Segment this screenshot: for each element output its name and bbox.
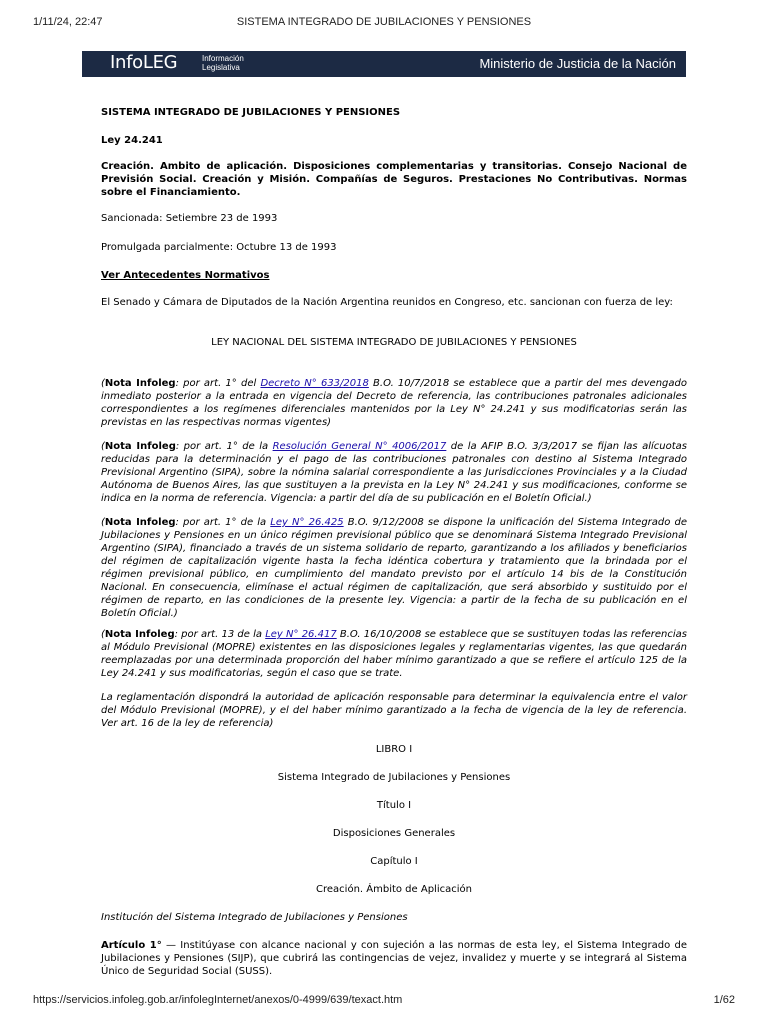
print-title: SISTEMA INTEGRADO DE JUBILACIONES Y PENSIONES [236, 16, 532, 28]
print-datetime: 1/11/24, 22:47 [33, 16, 103, 28]
libro-title: Sistema Integrado de Jubilaciones y Pensiones [277, 772, 511, 783]
infoleg-note: (Nota Infoleg: por art. 1° de la Ley N° 26.425 B.O. 9/12/2008 se dispone la unificación del Sistema Integrado de Jubilaciones y Pensiones en un único régimen previsional público que se denominará Sistema Integrado Previsional Argentino (SIPA), financiado a través de un sistema solidario de reparto, garantizando a los afiliados y beneficiarios del régimen de capitalización vigente hasta la fecha idéntica cobertura y tratamiento que la brindada por el régimen previsional público, en cumplimiento del mandato previsto por el artículo 14 bis de la Constitución Nacional. En consecuencia, elimínase el actual régimen de capitalización, que será absorbido y sustituido por el régimen de reparto, en las condiciones de la presente ley. Vigencia: a partir de la fecha de su publicación en el Boletín Oficial.) [101, 517, 687, 619]
titulo-name: Disposiciones Generales [332, 828, 456, 839]
infoleg-note: (Nota Infoleg: por art. 1° del Decreto N° 633/2018 B.O. 10/7/2018 se establece que a partir del mes devengado inmediato posterior a la entrada en vigencia del Decreto de referencia, las contribuciones patronales adicionales correspondientes a los regímenes diferenciales mantenidos por la Ley N° 24.241 y sus modificatorias serán las previstas en las respectivas normas vigentes) [101, 378, 687, 428]
note-label: Nota Infoleg [104, 629, 175, 640]
law-summary: Creación. Ambito de aplicación. Disposiciones complementarias y transitorias. Consejo Nacional de Previsión Social. Creación y Misión. Compañías de Seguros. Prestaciones No Contributivas. Normas sobre el Financiamiento. [101, 161, 687, 198]
libro-heading: LIBRO I [375, 744, 413, 755]
infoleg-note: (Nota Infoleg: por art. 13 de la Ley N° 26.417 B.O. 16/10/2008 se establece que se sustituyen todas las referencias al Módulo Previsional (MOPRE) existentes en las disposiciones legales y reglamentarias vigentes, las que quedarán reemplazadas por una determinada proporción del haber mínimo garantizado a que se refiere el artículo 125 de la Ley 24.241 y sus modificatorias, según el caso que se trate. [101, 629, 687, 679]
sanctioned-date: Sancionada: Setiembre 23 de 1993 [101, 213, 278, 224]
article-1: Artículo 1° — Institúyase con alcance nacional y con sujeción a las normas de esta ley, el Sistema Integrado de Jubilaciones y Pensiones (SIJP), que cubrirá las contingencias de vejez, invalidez y muerte y se integrará al Sistema Único de Seguridad Social (SUSS). [101, 940, 687, 977]
decreto-633-2018-link[interactable]: Decreto N° 633/2018 [260, 378, 369, 389]
preamble: El Senado y Cámara de Diputados de la Nación Argentina reunidos en Congreso, etc. sancionan con fuerza de ley: [101, 297, 673, 308]
note-label: Nota Infoleg [104, 441, 176, 452]
promulgated-date: Promulgada parcialmente: Octubre 13 de 1993 [101, 242, 337, 253]
titulo-heading: Título I [376, 800, 412, 811]
ley-26425-link[interactable]: Ley N° 26.425 [270, 517, 344, 528]
section-title: Institución del Sistema Integrado de Jubilaciones y Pensiones [101, 912, 408, 923]
capitulo-name: Creación. Ámbito de Aplicación [316, 884, 472, 895]
infoleg-banner [82, 51, 686, 77]
ley-26417-link[interactable]: Ley N° 26.417 [265, 629, 337, 640]
print-page-number: 1/62 [713, 994, 735, 1006]
article-label: Artículo 1° [101, 940, 162, 951]
capitulo-heading: Capítulo I [370, 856, 418, 867]
infoleg-note: (Nota Infoleg: por art. 1° de la Resolución General N° 4006/2017 de la AFIP B.O. 3/3/2017 se fijan las alícuotas reducidas para la determinación y el pago de las contribuciones patronales con destino al Sistema Integrado Previsional Argentino (SIPA), sobre la nómina salarial correspondiente a las Jurisdicciones Provinciales y a la Ciudad Autónoma de Buenos Aires, las que sustituyen a la prevista en la Ley N° 24.241 y sus modificaciones, conforme se indica en la norma de referencia. Vigencia: a partir del día de su publicación en el Boletín Oficial.) [101, 441, 687, 504]
resolucion-4006-2017-link[interactable]: Resolución General N° 4006/2017 [272, 441, 447, 452]
note-label: Nota Infoleg [104, 517, 176, 528]
antecedents-link[interactable]: Ver Antecedentes Normativos [101, 270, 270, 281]
infoleg-logo-subtitle: Información Legislativa [202, 54, 244, 72]
print-url: https://servicios.infoleg.gob.ar/infolegInternet/anexos/0-4999/639/texact.htm [33, 994, 403, 1006]
ministry-name: Ministerio de Justicia de la Nación [479, 56, 676, 71]
law-number: Ley 24.241 [101, 135, 163, 146]
note-continuation: La reglamentación dispondrá la autoridad de aplicación responsable para determinar la equivalencia entre el valor del Módulo Previsional (MOPRE), y el del haber mínimo garantizado a la fecha de vigencia de la ley de referencia. Ver art. 16 de la ley de referencia) [101, 692, 687, 729]
law-heading: LEY NACIONAL DEL SISTEMA INTEGRADO DE JUBILACIONES Y PENSIONES [211, 337, 577, 348]
doc-title: SISTEMA INTEGRADO DE JUBILACIONES Y PENSIONES [101, 107, 401, 118]
infoleg-logo[interactable]: InfoLEG [110, 52, 178, 73]
note-label: Nota Infoleg [104, 378, 176, 389]
